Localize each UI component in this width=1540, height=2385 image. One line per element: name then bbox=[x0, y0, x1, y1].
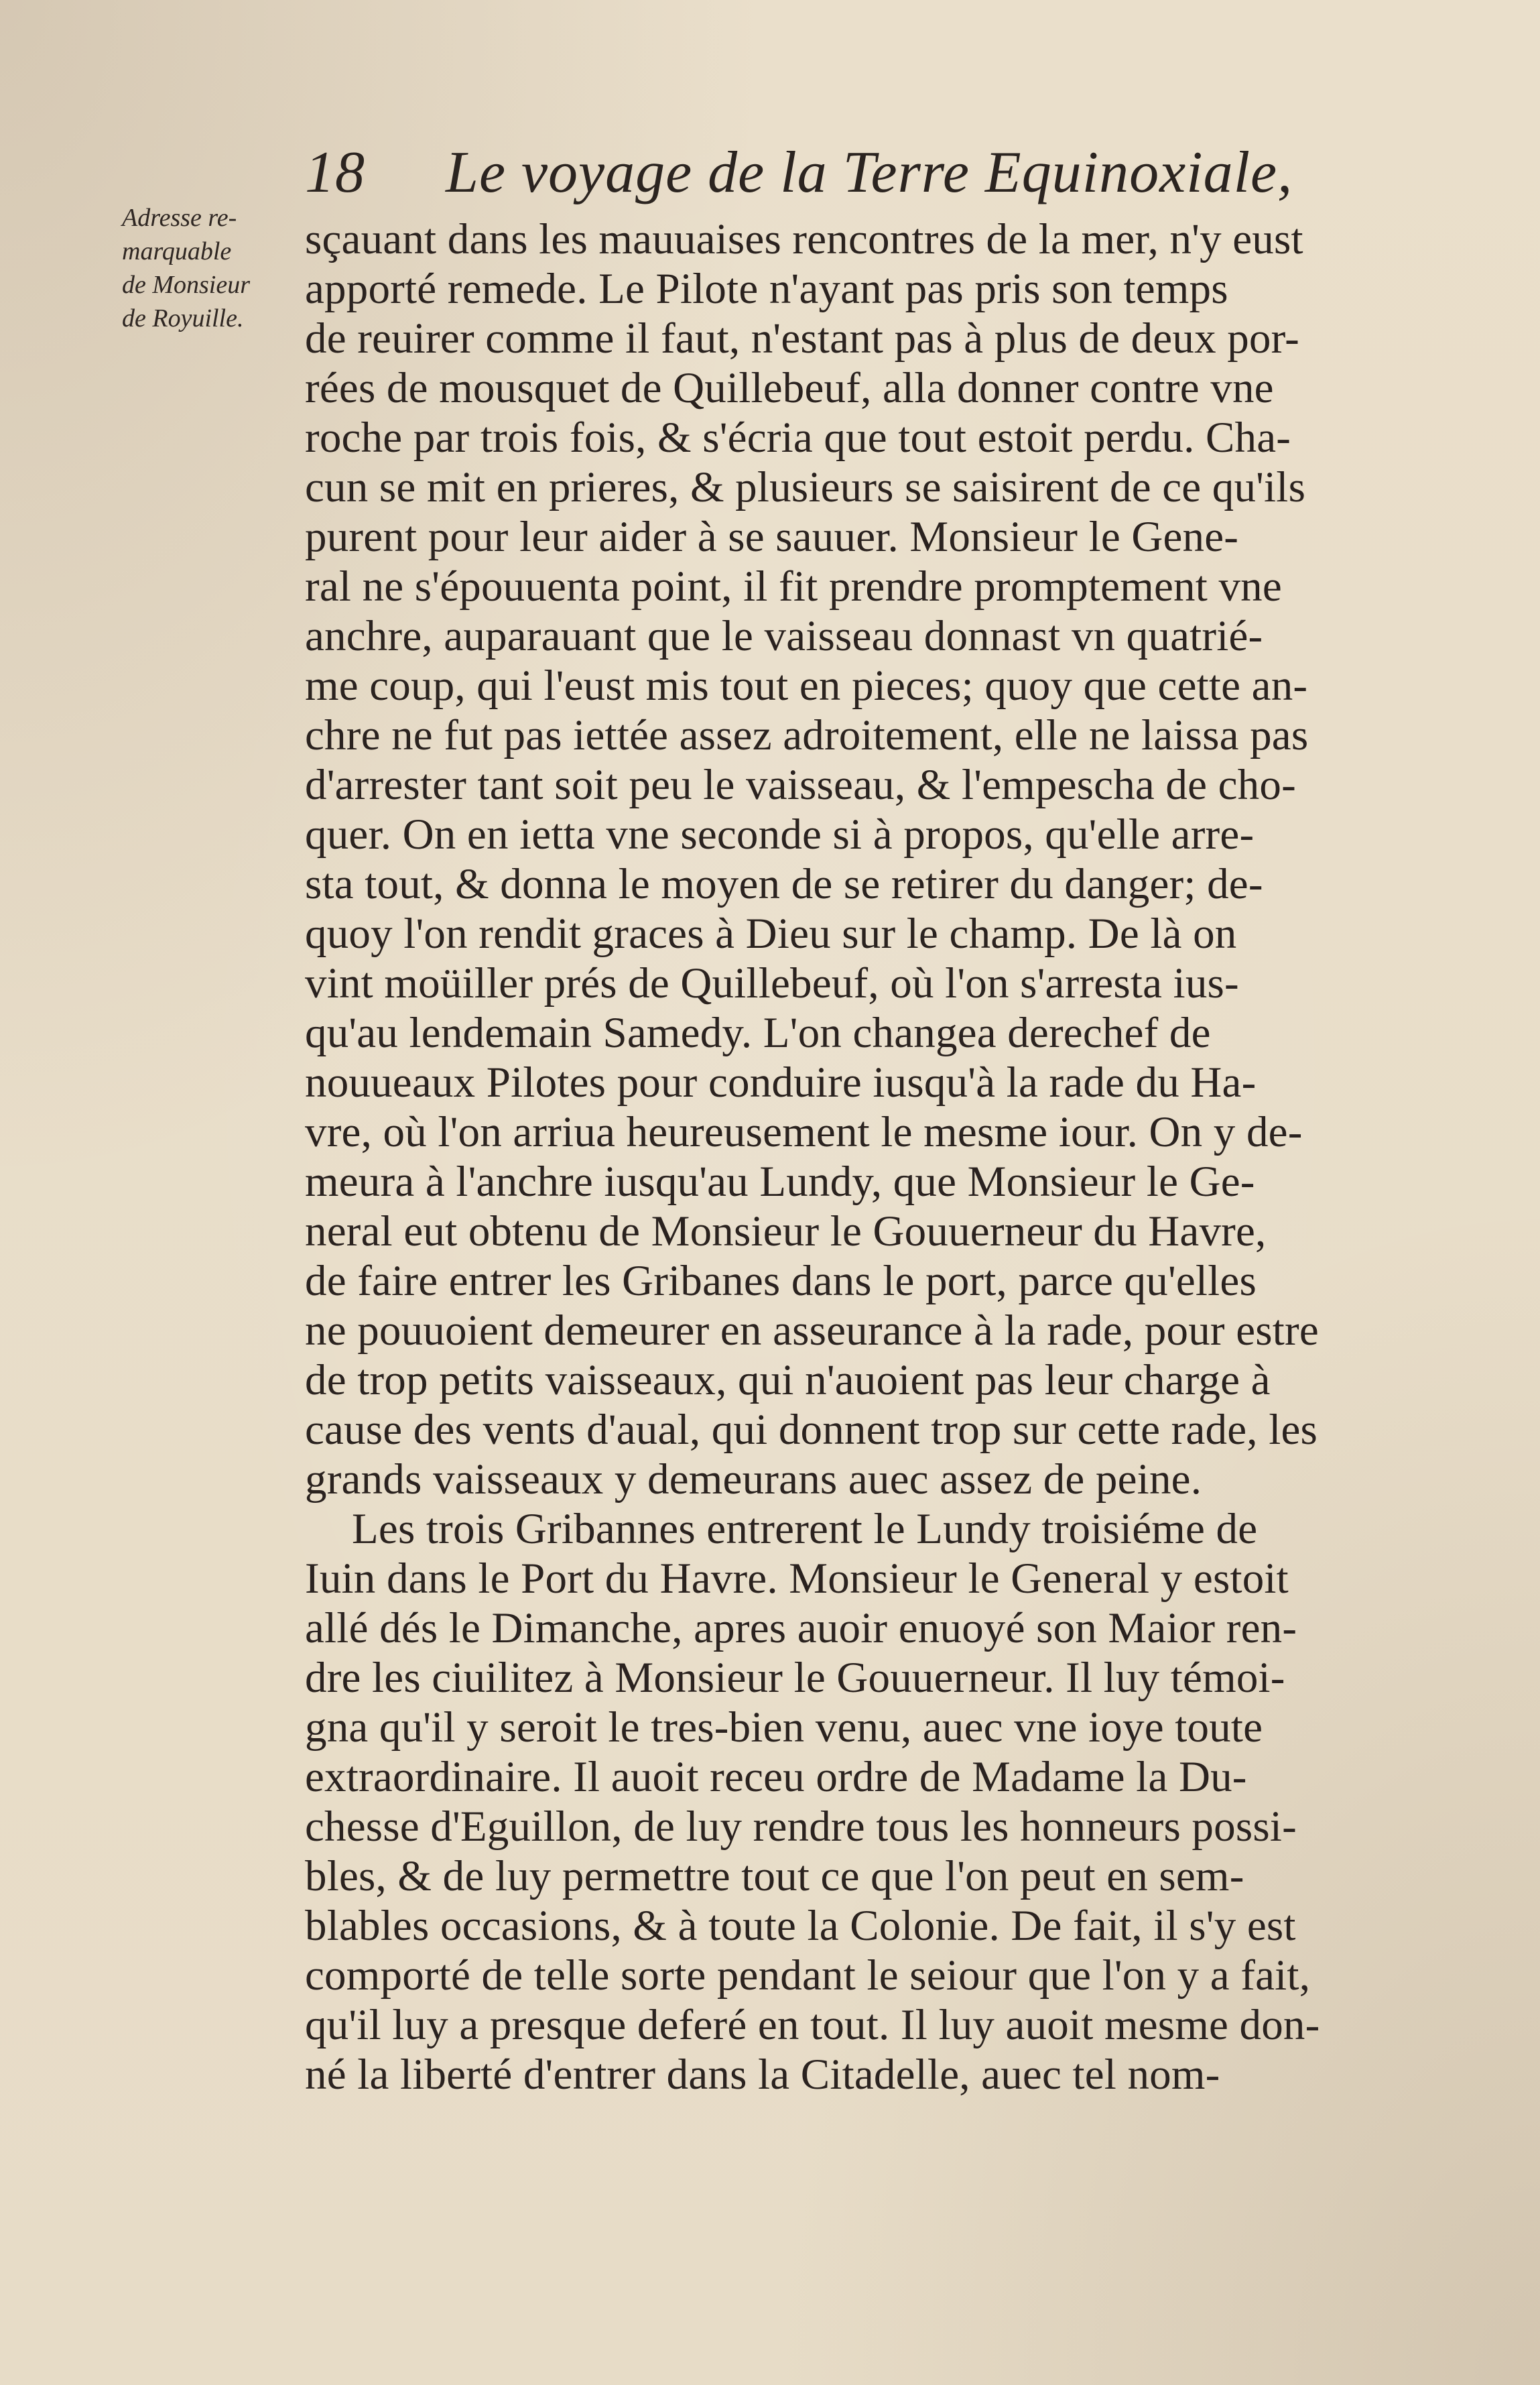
text-line: sta tout, & donna le moyen de se retirer du danger; de- bbox=[305, 860, 1263, 908]
text-line: anchre, auparauant que le vaisseau donnast vn quatrié- bbox=[305, 612, 1263, 660]
margin-note-line: Adresse re- bbox=[122, 204, 237, 232]
text-line: de reuirer comme il faut, n'estant pas à plus de deux por- bbox=[305, 314, 1300, 363]
text-line: chesse d'Eguillon, de luy rendre tous les honneurs possi- bbox=[305, 1802, 1297, 1851]
page-header bbox=[305, 133, 1458, 206]
text-line: me coup, qui l'eust mis tout en pieces; quoy que cette an- bbox=[305, 662, 1308, 710]
paragraph-start-line: Les trois Gribannes entrerent le Lundy troisiéme de bbox=[352, 1505, 1258, 1553]
body-text bbox=[305, 215, 1458, 2132]
text-line: de faire entrer les Gribanes dans le port, parce qu'elles bbox=[305, 1257, 1257, 1305]
text-line: qu'au lendemain Samedy. L'on changea derechef de bbox=[305, 1009, 1211, 1057]
margin-note-line: de Royuille. bbox=[122, 304, 244, 332]
text-line: gna qu'il y seroit le tres-bien venu, auec vne ioye toute bbox=[305, 1703, 1263, 1752]
text-line: meura à l'anchre iusqu'au Lundy, que Monsieur le Ge- bbox=[305, 1158, 1255, 1206]
text-line: grands vaisseaux y demeurans auec assez de peine. bbox=[305, 1455, 1202, 1504]
text-line: blables occasions, & à toute la Colonie. De fait, il s'y est bbox=[305, 1902, 1296, 1950]
text-line: sçauant dans les mauuaises rencontres de la mer, n'y eust bbox=[305, 215, 1303, 263]
text-line: chre ne fut pas iettée assez adroitement, elle ne laissa pas bbox=[305, 711, 1309, 759]
text-line: Iuin dans le Port du Havre. Monsieur le General y estoit bbox=[305, 1554, 1289, 1603]
text-line: vint moüiller prés de Quillebeuf, où l'on s'arresta ius- bbox=[305, 959, 1239, 1007]
text-line: ral ne s'épouuenta point, il fit prendre promptement vne bbox=[305, 562, 1282, 611]
text-line: comporté de telle sorte pendant le seiour que l'on y a fait, bbox=[305, 1951, 1311, 2000]
text-line: nouueaux Pilotes pour conduire iusqu'à la rade du Ha- bbox=[305, 1058, 1257, 1107]
text-line: purent pour leur aider à se sauuer. Monsieur le Gene- bbox=[305, 513, 1239, 561]
text-line: dre les ciuilitez à Monsieur le Gouuerneur. Il luy témoi- bbox=[305, 1654, 1285, 1702]
text-line: quoy l'on rendit graces à Dieu sur le champ. De là on bbox=[305, 910, 1237, 958]
text-line: allé dés le Dimanche, apres auoir enuoyé son Maior ren- bbox=[305, 1604, 1297, 1652]
text-line: rées de mousquet de Quillebeuf, alla donner contre vne bbox=[305, 364, 1274, 412]
margin-note bbox=[122, 201, 310, 335]
text-line: ne pouuoient demeurer en asseurance à la rade, pour estre bbox=[305, 1306, 1319, 1355]
page-number: 18 bbox=[305, 140, 365, 205]
text-line: qu'il luy a presque deferé en tout. Il luy auoit mesme don- bbox=[305, 2001, 1320, 2049]
margin-note-line: de Monsieur bbox=[122, 271, 251, 299]
text-line: neral eut obtenu de Monsieur le Gouuerneur du Havre, bbox=[305, 1207, 1267, 1256]
running-title: Le voyage de la Terre Equinoxiale, bbox=[446, 140, 1293, 205]
text-line: cun se mit en prieres, & plusieurs se saisirent de ce qu'ils bbox=[305, 463, 1306, 511]
text-line: d'arrester tant soit peu le vaisseau, & l'empescha de cho- bbox=[305, 761, 1296, 809]
text-line: quer. On en ietta vne seconde si à propos, qu'elle arre- bbox=[305, 810, 1255, 859]
text-line: extraordinaire. Il auoit receu ordre de Madame la Du- bbox=[305, 1753, 1247, 1801]
text-line: bles, & de luy permettre tout ce que l'on peut en sem- bbox=[305, 1852, 1244, 1900]
margin-note-line: marquable bbox=[122, 237, 232, 265]
text-line: cause des vents d'aual, qui donnent trop sur cette rade, les bbox=[305, 1406, 1318, 1454]
text-line: roche par trois fois, & s'écria que tout estoit perdu. Cha- bbox=[305, 414, 1291, 462]
text-line: de trop petits vaisseaux, qui n'auoient pas leur charge à bbox=[305, 1356, 1271, 1404]
text-line: né la liberté d'entrer dans la Citadelle, auec tel nom- bbox=[305, 2051, 1220, 2099]
text-line: vre, où l'on arriua heureusement le mesme iour. On y de- bbox=[305, 1108, 1303, 1156]
text-line: apporté remede. Le Pilote n'ayant pas pris son temps bbox=[305, 265, 1228, 313]
